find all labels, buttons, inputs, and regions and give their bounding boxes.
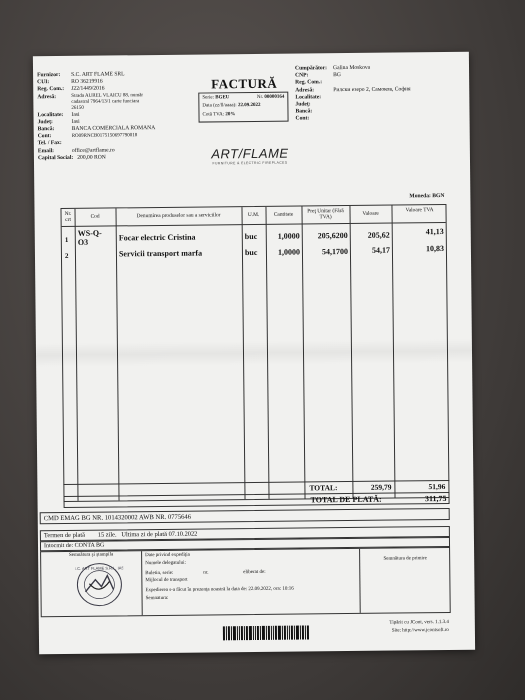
supplier-city: Iasi xyxy=(71,111,80,118)
supplier-cui: RO 36219916 xyxy=(71,78,103,86)
label: Serie: xyxy=(202,95,215,101)
label: Cotă TVA: xyxy=(202,112,225,118)
total-label: TOTAL: xyxy=(309,483,338,493)
buyer-address: Рилски езеро 2, Самоков, София xyxy=(333,85,411,93)
label: Judeţ: xyxy=(295,101,311,108)
payment-term: 15 zile. xyxy=(97,531,117,539)
header-valoare: Valoare xyxy=(362,210,379,217)
label: Nr. xyxy=(256,94,264,100)
logo-tagline: FURNITURE & ELECTRIC FIREPLACES xyxy=(212,160,288,166)
invoice-vat-rate: 20% xyxy=(225,111,236,118)
label: Tel. / Fax: xyxy=(37,140,62,147)
row-cantitate: 1,0000 xyxy=(277,231,300,241)
header-cod: Cod xyxy=(90,213,100,220)
label: Bancă: xyxy=(37,126,55,133)
shipment-date: 22.09.2022, ora: 10:16 xyxy=(248,586,294,592)
header-cantitate: Cantitate xyxy=(273,211,294,218)
header-denumire: Denumirea produselor sau a serviciilor xyxy=(136,212,221,220)
total-payable-label: TOTAL DE PLATĂ: xyxy=(310,494,382,505)
supplier-capital: 200,00 RON xyxy=(77,154,106,161)
payment-due-date: 07.10.2022 xyxy=(168,530,198,538)
company-stamp xyxy=(75,561,124,612)
row-cantitate: 1,0000 xyxy=(277,247,300,257)
supplier-bank: BANCA COMERCIALA ROMANA xyxy=(71,125,156,132)
label: CUI: xyxy=(37,79,50,86)
total-payable: 311,75 xyxy=(424,493,447,504)
label: Adresă: xyxy=(295,86,315,94)
label: Judeţ: xyxy=(37,118,53,126)
supplier-county: Iasi xyxy=(71,118,80,125)
label: Ultima zi de plată xyxy=(121,530,168,539)
row-pret: 205,6200 xyxy=(317,231,348,241)
row-pret: 54,1700 xyxy=(321,247,348,257)
signature-label: Semnatura: xyxy=(145,595,169,602)
header-nr: Nr. crt xyxy=(64,210,72,224)
shipping-title: Date privind expediţia xyxy=(145,552,190,559)
buyer-cnp: BG xyxy=(333,72,341,79)
supplier-reg: J22/1449/2016 xyxy=(71,85,105,93)
row-valoare: 205,62 xyxy=(367,230,390,240)
col-divider xyxy=(74,209,78,501)
label: Adresă: xyxy=(37,93,57,100)
id-series-label: Buletin, serie: xyxy=(145,570,174,576)
row-nr: 1 xyxy=(64,235,69,244)
label: Bancă: xyxy=(295,108,313,115)
row-tva: 41,13 xyxy=(425,227,444,237)
row-denumire: Servicii transport marfa xyxy=(118,248,203,259)
invoice-series: BGEU xyxy=(215,95,230,101)
items-table xyxy=(60,204,449,502)
company-logo xyxy=(202,146,298,166)
id-number-label: nr. xyxy=(203,570,209,576)
printed-with xyxy=(389,620,449,635)
shipping-details xyxy=(145,551,356,603)
row-nr: 2 xyxy=(64,251,69,260)
transport-label: Mijlocul de transport xyxy=(145,577,188,584)
label: Reg. Com.: xyxy=(295,79,323,86)
footer-divider xyxy=(141,551,143,615)
label: Localitate: xyxy=(295,94,322,101)
footer-box xyxy=(40,547,451,617)
shipment-label: Expedierea s-a făcut în prezenţa noastră la data de: xyxy=(145,586,248,593)
label: Email: xyxy=(37,147,55,154)
invoice-meta-box xyxy=(198,92,288,123)
invoice-sheet xyxy=(33,52,475,655)
label: Furnizor: xyxy=(37,72,61,79)
label: Localitate: xyxy=(37,111,64,118)
total-valoare: 259,79 xyxy=(370,482,392,492)
supplier-block xyxy=(37,71,156,162)
barcode xyxy=(223,625,310,640)
label: Cumpărător: xyxy=(294,65,328,72)
supplier-email: office@artflame.ro xyxy=(71,147,115,154)
row-cod: WS-Q-O3 xyxy=(77,228,102,247)
label: Data (zz/ll/aaaa): xyxy=(202,103,237,109)
invoice-title: FACTURĂ xyxy=(211,75,278,92)
invoice-date: 22.09.2022 xyxy=(237,103,261,109)
notes-box: CMD EMAG BG NR. 1014320002 AWB NR. 0775646 xyxy=(40,508,450,524)
row-valoare: 54,17 xyxy=(371,245,390,255)
id-issued-by-label: eliberat de: xyxy=(243,569,266,575)
buyer-block xyxy=(295,64,466,123)
software-site: Site: http://www.jcontsoft.ro xyxy=(391,628,449,634)
header-um: U.M. xyxy=(247,211,260,219)
label: CNP: xyxy=(295,72,309,79)
row-denumire: Focar electric Cristina xyxy=(118,232,196,243)
currency-label: Moneda: BGN xyxy=(409,192,445,200)
supplier-account: RO09RNCB0175150697790018 xyxy=(71,133,138,140)
header-tva: Valoare TVA xyxy=(405,207,434,214)
row-um: buc xyxy=(244,231,258,242)
issued-by: Intocmit de: CONTA BG xyxy=(40,537,450,551)
printed-with-text: Tipărit cu JCont, vers. 1.1.3.4 xyxy=(389,619,449,626)
label: Capital Social: xyxy=(37,154,74,162)
row-tva: 10,83 xyxy=(425,244,444,254)
invoice-number: 00000164 xyxy=(264,94,285,100)
receipt-signature-label: Semnătura de primire xyxy=(383,556,427,562)
delegate-name-label: Numele delegatului: xyxy=(145,561,186,567)
supplier-address: Strada AUREL VLAICU 88, număr cadastral 7964/13/1 carte funciara 26150 xyxy=(71,92,144,111)
stamp-text: S.C. ART FLAME S.R.L. IASI xyxy=(75,565,124,571)
logo-wordmark: ART/FLAME xyxy=(211,145,289,162)
row-um: buc xyxy=(244,247,258,258)
buyer-name: Galina Moskova xyxy=(332,64,371,72)
label: Termen de plată xyxy=(43,531,86,540)
header-pret: Preţ Unitar (Fără TVA) xyxy=(307,208,344,221)
total-tva: 51,96 xyxy=(428,482,446,492)
supplier-name: S.C. ART FLAME SRL xyxy=(71,71,125,78)
label: Cont: xyxy=(295,115,310,122)
signature-stamp-label: Semnătura şi ştampila xyxy=(68,552,114,558)
label: Cont: xyxy=(37,133,52,140)
label: Reg. Com.: xyxy=(37,86,65,93)
